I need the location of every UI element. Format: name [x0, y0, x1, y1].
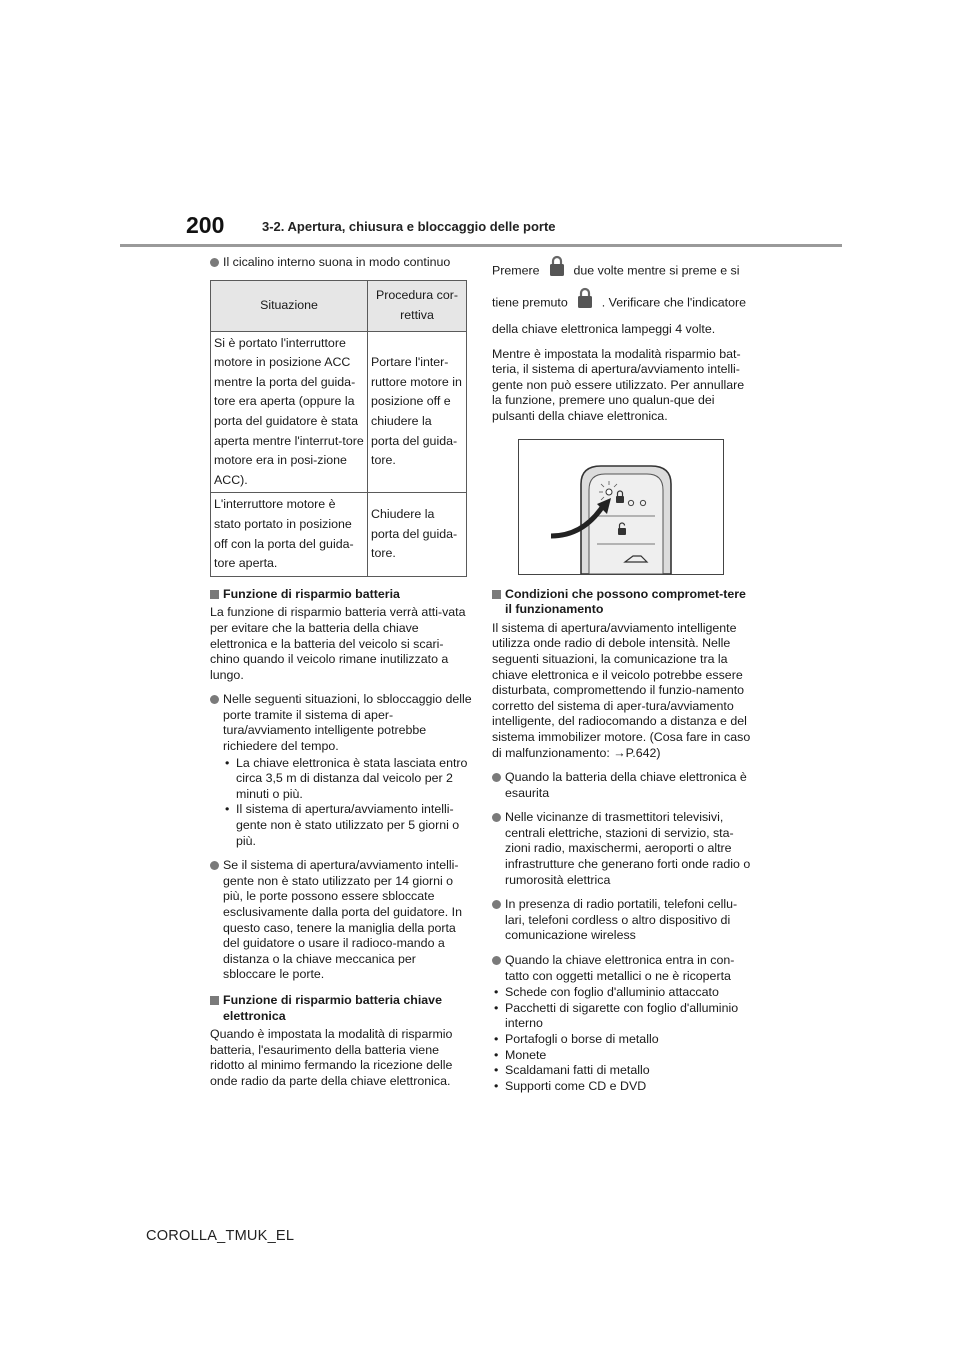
table-cell: Si è portato l'interruttore motore in posizione ACC mentre la porta del guida-tore era aperta (oppure la porta del guidatore è stata aperta mentre l'interrut-tore motore era in posi-zione ACC).: [211, 331, 368, 493]
heading-key-battery-saving: Funzione di risparmio batteria chiave elettronica: [210, 993, 472, 1024]
smart-key-image: [519, 440, 723, 574]
instruction-text: tiene premuto: [492, 295, 568, 310]
list-item: • La chiave elettronica è stata lasciata entro circa 3,5 m di distanza dal veicolo per 2 minuti o più.: [223, 756, 472, 803]
bullet-metal-objects: [492, 953, 754, 1094]
lock-icon: [577, 287, 593, 319]
instruction-text: Premere: [492, 263, 540, 278]
table-cell: L'interruttore motore è stato portato in posizione off con la porta del guida-tore aperta.: [211, 493, 368, 576]
bullet-text: Quando la chiave elettronica entra in con-tatto con oggetti metallici o ne è ricoperta: [505, 953, 735, 983]
table-header: Procedura cor-rettiva: [368, 280, 467, 331]
list-item: • Monete: [492, 1048, 754, 1064]
key-illustration: [518, 439, 724, 575]
list-item: • Scaldamani fatti di metallo: [492, 1063, 754, 1079]
bullet-buzzer: Il cicalino interno suona in modo continuo: [210, 255, 472, 271]
left-column: [210, 255, 472, 1099]
situation-table: [210, 280, 467, 577]
header-rule: [120, 244, 842, 247]
list-item: In presenza di radio portatili, telefoni cellu-lari, telefoni cordless o altro dispositivo di comunicazione wireless: [492, 897, 754, 944]
table-cell: Chiudere la porta del guida-tore.: [368, 493, 467, 576]
bullet-text-wrap: [492, 953, 754, 984]
table-row: [211, 493, 467, 576]
right-column: [492, 255, 754, 1103]
list-item: • Portafogli o borse di metallo: [492, 1032, 754, 1048]
bullet-14-days: Se il sistema di apertura/avviamento intelli-gente non è stato utilizzato per 14 giorni o più, le porte possono essere sbloccate esclusivamente dalla porta del guidatore. In questo caso, tenere la maniglia della porta del guidatore o usare il radioco-mando a distanza o la chiave meccanica per sbloccare le porte.: [210, 858, 472, 983]
heading-conditions: Condizioni che possono compromet-tere il funzionamento: [492, 587, 754, 618]
page-number: 200: [186, 212, 225, 238]
table-row: [211, 331, 467, 493]
paragraph-battery-saving: La funzione di risparmio batteria verrà atti-vata per evitare che la batteria della chiave elettronica e la batteria del veicolo si scari-chino quando il veicolo rimane inutilizzato a lungo.: [210, 605, 466, 682]
instruction-text: due volte mentre si preme e si: [573, 263, 740, 278]
paragraph-conditions: Il sistema di apertura/avviamento intelligente utilizza onde radio di debole intensità. Nelle seguenti situazioni, la comunicazione tra la chiave elettronica e il veicolo potrebbe essere disturbata, compromettendo il funzio-namento corretto del sistema di aper-tura/avviamento intelligente, del radiocomando a distanza e del sistema immobilizer motore. (Cosa fare in caso di malfunzionamento: →P.642): [492, 620, 751, 760]
table-header-row: [211, 280, 467, 331]
paragraph-battery-mode: Mentre è impostata la modalità risparmio bat-teria, il sistema di apertura/avviamento intelli-gente non può essere utilizzato. Per annullare la funzione, premere uno qualun-que dei pulsanti della chiave elettronica.: [492, 346, 745, 423]
sub-list: [492, 985, 754, 1094]
bullet-unlock-delay: [210, 692, 472, 849]
instruction-line-3: della chiave elettronica lampeggi 4 volte.: [492, 322, 716, 336]
list-item: • Schede con foglio d'alluminio attaccato: [492, 985, 754, 1001]
list-item: • Il sistema di apertura/avviamento intelli-gente non è stato utilizzato per 5 giorni o più.: [223, 802, 472, 849]
table-header: Situazione: [211, 280, 368, 331]
list-item: Nelle vicinanze di trasmettitori televisivi, centrali elettriche, stazioni di servizio, sta-zioni radio, maxischermi, aeroporti o altre infrastrutture che generano forti onde radio o rumorosità elettrica: [492, 810, 754, 888]
bullet-text: Nelle seguenti situazioni, lo sbloccaggio delle porte tramite il sistema di aper-tura/avviamento intelligente potrebbe richiedere del tempo.: [223, 692, 472, 754]
paragraph-key-battery-saving: Quando è impostata la modalità di risparmio batteria, l'esaurimento della batteria viene ridotto al minimo fermando la ricezione delle onde radio da parte della chiave elettronica.: [210, 1027, 453, 1088]
table-cell: Portare l'inter-ruttore motore in posizione off e chiudere la porta del guida-tore.: [368, 331, 467, 493]
section-title: 3-2. Apertura, chiusura e bloccaggio delle porte: [262, 219, 556, 234]
instruction-line-2: [492, 287, 754, 319]
list-item: Quando la batteria della chiave elettronica è esaurita: [492, 770, 754, 801]
list-item: • Supporti come CD e DVD: [492, 1079, 754, 1095]
footer-code: COROLLA_TMUK_EL: [146, 1228, 295, 1244]
heading-battery-saving: Funzione di risparmio batteria: [210, 587, 472, 603]
lock-icon: [549, 255, 565, 287]
instruction-line-1: [492, 255, 754, 287]
instruction-text: . Verificare che l'indicatore: [601, 295, 747, 310]
list-item: • Pacchetti di sigarette con foglio d'alluminio interno: [492, 1001, 754, 1032]
sub-list: [223, 756, 472, 850]
